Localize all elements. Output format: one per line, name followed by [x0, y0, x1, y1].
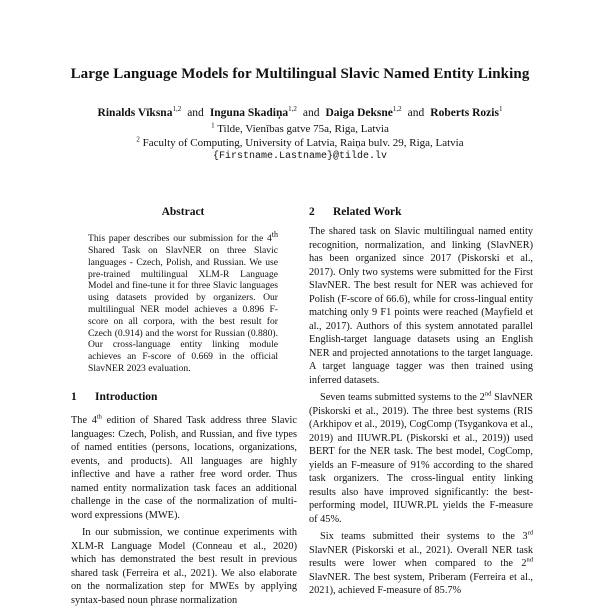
abstract-text — [88, 229, 278, 375]
left-column-body — [71, 414, 297, 611]
author-name: Inguna Skadiņa — [209, 107, 289, 119]
author-affil-sup: 1,2 — [288, 105, 297, 114]
affiliation-sup: 2 — [136, 135, 140, 144]
paragraph-text: edition of Shared Task address three Slavic languages: Czech, Polish, and Russian, and five types of named entities (persons, locations, organizations, events, and products). All languages are highly inflective and have a rather free word order. Thus named entity normalization task faces an additional challenge in the case of the normalization of multi-word expressions (MWE). — [71, 415, 297, 521]
paragraph-text: Six teams submitted their systems to the 3 — [320, 531, 528, 542]
author-email: {Firstname.Lastname}@tilde.lv — [212, 151, 388, 162]
section-title: Related Work — [333, 206, 402, 218]
author-affil-sup: 1 — [498, 105, 503, 114]
author-separator: and — [407, 107, 425, 119]
affiliation-text: Tilde, Vienības gatve 75a, Riga, Latvia — [217, 123, 389, 135]
paragraph-text: SlavNER (Piskorski et al., 2021). Overall NER task results were lower when compared to the 2 — [309, 544, 533, 569]
section-number: 1 — [71, 391, 77, 403]
section-heading-introduction — [71, 391, 157, 403]
ordinal-sup: th — [96, 413, 102, 421]
paragraph — [309, 530, 533, 598]
author-name: Roberts Rozis — [430, 107, 499, 119]
ordinal-sup: nd — [526, 556, 533, 564]
paragraph-text: Seven teams submitted systems to the 2 — [320, 392, 485, 403]
affiliation — [0, 137, 600, 149]
affiliation-sup: 1 — [211, 121, 215, 130]
ordinal-sup: th — [271, 230, 278, 239]
abstract-heading: Abstract — [161, 206, 205, 218]
affiliation-text: Faculty of Computing, University of Latvia, Raiņa bulv. 29, Riga, Latvia — [142, 137, 464, 149]
section-title: Introduction — [95, 391, 158, 403]
author-separator: and — [302, 107, 320, 119]
right-column-body — [309, 225, 533, 602]
section-heading-related-work — [309, 206, 401, 218]
paragraph — [309, 391, 533, 526]
ordinal-sup: rd — [527, 529, 533, 537]
paragraph — [71, 414, 297, 522]
paragraph-text: SlavNER (Piskorski et al., 2019). The three best systems (RIS (Arkhipov et al., 2019), CogComp (Tsygankova et al., 2019) and IIUWR.PL (Piskorski et al., 2019)) used BERT for the NER task. The best model, CogComp, yields an F-measure of 91% according to the shared task organizers. The cross-lingual entity linking results also have improved significantly: the best-performing model, IIUWR.PL yields the F-measure of 45%. — [309, 392, 533, 525]
paragraph: In our submission, we continue experiments with XLM-R Language Model (Conneau et al., 2020) which has demonstrated the best result in previous shared task (Ferreira et al., 2021). We also elaborate on the normalization step for MWEs by applying syntax-based noun phrase normalization — [71, 527, 297, 606]
author-affil-sup: 1,2 — [392, 105, 402, 114]
paper-title: Large Language Models for Multilingual Slavic Named Entity Linking — [70, 66, 530, 82]
author-name: Daiga Deksne — [325, 107, 393, 119]
paragraph-text: The 4 — [71, 415, 97, 426]
section-number: 2 — [309, 206, 315, 218]
abstract-text-part: Shared Task on SlavNER on three Slavic languages - Czech, Polish, and Russian. We use pre-trained multilingual XLM-R Language Model and fine-tune it for three Slavic languages using datasets provided by organizers. Our multilingual NER model achieves a 0.896 F-score on all corpora, with the best result for Czech (0.914) and the worst for Russian (0.880). Our cross-language entity linking module achieves an F-score of 0.669 in the official SlavNER 2023 evaluation. — [88, 244, 278, 374]
author-list — [0, 107, 600, 119]
affiliation — [0, 123, 600, 135]
author-affil-sup: 1,2 — [172, 105, 182, 114]
paragraph: The shared task on Slavic multilingual named entity recognition, normalization, and linking (SlavNER) has been organized since 2017 (Piskorski et al., 2017). Only two systems were submitted for the First SlavNER. The best result for NER was achieved for Polish (F-score of 66.6), while for cross-lingual entity matching only 9 F1 points were reached (Mayfield et al., 2017). Authors of this system annotated parallel English-target language datasets using an English NER and projected annotations to the target language. A target language tagger was then trained using inferred datasets. — [309, 226, 533, 386]
author-separator: and — [187, 107, 204, 119]
paragraph-text: SlavNER. The best system, Priberam (Ferreira et al., 2021), achieved F-measure of 85.7% — [309, 571, 533, 596]
abstract-text-part: This paper describes our submission for the 4 — [88, 233, 272, 245]
ordinal-sup: nd — [484, 390, 492, 398]
author-name: Rinalds Vīksna — [97, 107, 173, 119]
